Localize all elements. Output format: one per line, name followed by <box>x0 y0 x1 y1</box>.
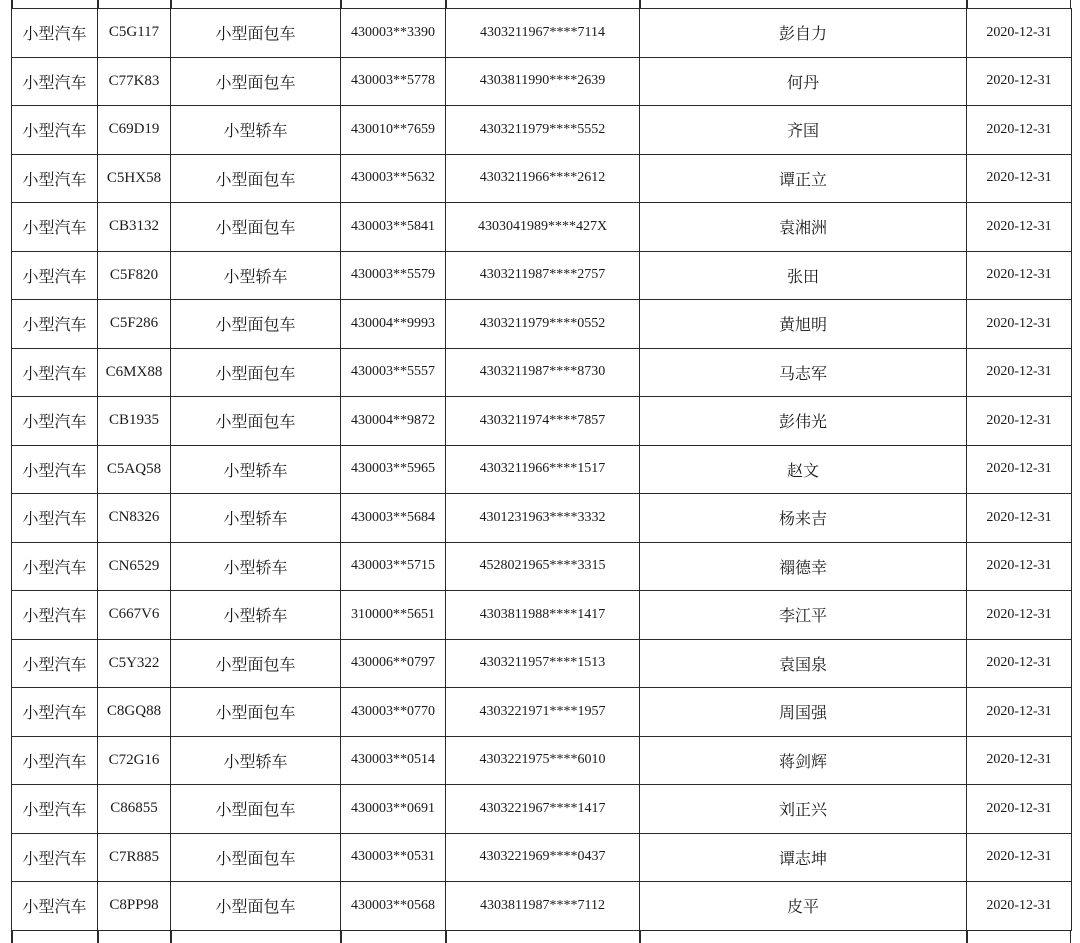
table-body <box>12 9 1072 931</box>
cell-date: 2020-12-31 <box>967 639 1072 688</box>
cell-owner-name: 谭志坤 <box>640 833 967 882</box>
cell-vehicle-type: 小型面包车 <box>171 154 341 203</box>
table-row <box>12 445 1072 494</box>
cell-owner-name: 袁国泉 <box>640 639 967 688</box>
cell-date: 2020-12-31 <box>967 591 1072 640</box>
cell-id-number: 4303221971****1957 <box>446 688 640 737</box>
cell-id-number: 4303041989****427X <box>446 203 640 252</box>
cell-plate-number: C667V6 <box>98 591 171 640</box>
cell-id-number: 4303211979****5552 <box>446 106 640 155</box>
cell-code: 430003**0531 <box>341 833 446 882</box>
cell-vehicle-class: 小型汽车 <box>12 882 98 931</box>
table-row <box>12 348 1072 397</box>
cell-vehicle-type: 小型轿车 <box>171 494 341 543</box>
cell-owner-name: 彭伟光 <box>640 397 967 446</box>
cell-vehicle-type: 小型面包车 <box>171 203 341 252</box>
cell-plate-number: C7R885 <box>98 833 171 882</box>
cell-vehicle-type: 小型面包车 <box>171 348 341 397</box>
cell-vehicle-type: 小型面包车 <box>171 785 341 834</box>
cell-id-number: 4303211987****8730 <box>446 348 640 397</box>
cell-plate-number: CB1935 <box>98 397 171 446</box>
cell-code: 430003**0770 <box>341 688 446 737</box>
cell-id-number: 4303211967****7114 <box>446 9 640 58</box>
table-bottom-stub <box>11 930 1071 941</box>
cell-id-number: 4303221967****1417 <box>446 785 640 834</box>
cell-code: 430006**0797 <box>341 639 446 688</box>
cell-id-number: 4301231963****3332 <box>446 494 640 543</box>
cell-code: 430004**9872 <box>341 397 446 446</box>
cell-plate-number: C77K83 <box>98 57 171 106</box>
cell-vehicle-class: 小型汽车 <box>12 348 98 397</box>
cell-date: 2020-12-31 <box>967 203 1072 252</box>
cell-vehicle-type: 小型轿车 <box>171 251 341 300</box>
table-row <box>12 542 1072 591</box>
cell-vehicle-type: 小型面包车 <box>171 833 341 882</box>
cell-vehicle-type: 小型面包车 <box>171 57 341 106</box>
cell-vehicle-type: 小型面包车 <box>171 639 341 688</box>
cell-date: 2020-12-31 <box>967 785 1072 834</box>
cell-date: 2020-12-31 <box>967 445 1072 494</box>
cell-code: 430003**5579 <box>341 251 446 300</box>
cell-vehicle-class: 小型汽车 <box>12 9 98 58</box>
cell-plate-number: C72G16 <box>98 736 171 785</box>
cell-id-number: 4303211957****1513 <box>446 639 640 688</box>
cell-vehicle-class: 小型汽车 <box>12 397 98 446</box>
cell-plate-number: C5F820 <box>98 251 171 300</box>
table-top-stub <box>11 0 1071 8</box>
cell-plate-number: C69D19 <box>98 106 171 155</box>
cell-code: 430003**3390 <box>341 9 446 58</box>
cell-vehicle-class: 小型汽车 <box>12 203 98 252</box>
cell-plate-number: CN6529 <box>98 542 171 591</box>
cell-owner-name: 何丹 <box>640 57 967 106</box>
cell-vehicle-class: 小型汽车 <box>12 591 98 640</box>
cell-vehicle-class: 小型汽车 <box>12 542 98 591</box>
cell-plate-number: CB3132 <box>98 203 171 252</box>
cell-date: 2020-12-31 <box>967 882 1072 931</box>
cell-code: 430004**9993 <box>341 300 446 349</box>
cell-id-number: 4303221969****0437 <box>446 833 640 882</box>
cell-plate-number: C86855 <box>98 785 171 834</box>
cell-vehicle-class: 小型汽车 <box>12 833 98 882</box>
cell-plate-number: C5HX58 <box>98 154 171 203</box>
cell-vehicle-type: 小型面包车 <box>171 300 341 349</box>
cell-vehicle-type: 小型面包车 <box>171 9 341 58</box>
table-row <box>12 203 1072 252</box>
cell-code: 430003**0568 <box>341 882 446 931</box>
cell-vehicle-class: 小型汽车 <box>12 300 98 349</box>
cell-owner-name: 周国强 <box>640 688 967 737</box>
table-row <box>12 882 1072 931</box>
cell-vehicle-type: 小型面包车 <box>171 882 341 931</box>
table-row <box>12 785 1072 834</box>
cell-vehicle-class: 小型汽车 <box>12 154 98 203</box>
table-row <box>12 106 1072 155</box>
cell-code: 430003**0514 <box>341 736 446 785</box>
cell-vehicle-type: 小型轿车 <box>171 445 341 494</box>
table-row <box>12 251 1072 300</box>
cell-date: 2020-12-31 <box>967 542 1072 591</box>
cell-code: 430003**5965 <box>341 445 446 494</box>
cell-id-number: 4303211974****7857 <box>446 397 640 446</box>
cell-vehicle-class: 小型汽车 <box>12 639 98 688</box>
cell-code: 310000**5651 <box>341 591 446 640</box>
table-row <box>12 9 1072 58</box>
cell-owner-name: 张田 <box>640 251 967 300</box>
cell-date: 2020-12-31 <box>967 833 1072 882</box>
cell-code: 430003**5684 <box>341 494 446 543</box>
cell-id-number: 4303811990****2639 <box>446 57 640 106</box>
cell-code: 430003**5632 <box>341 154 446 203</box>
table-row <box>12 688 1072 737</box>
cell-id-number: 4528021965****3315 <box>446 542 640 591</box>
cell-plate-number: C8GQ88 <box>98 688 171 737</box>
table-row <box>12 591 1072 640</box>
table-row <box>12 57 1072 106</box>
table-row <box>12 736 1072 785</box>
cell-owner-name: 蒋剑辉 <box>640 736 967 785</box>
cell-plate-number: C6MX88 <box>98 348 171 397</box>
cell-date: 2020-12-31 <box>967 348 1072 397</box>
cell-vehicle-class: 小型汽车 <box>12 688 98 737</box>
cell-vehicle-type: 小型轿车 <box>171 736 341 785</box>
cell-date: 2020-12-31 <box>967 106 1072 155</box>
cell-plate-number: C5F286 <box>98 300 171 349</box>
cell-plate-number: C5Y322 <box>98 639 171 688</box>
cell-id-number: 4303211987****2757 <box>446 251 640 300</box>
cell-vehicle-type: 小型面包车 <box>171 688 341 737</box>
cell-vehicle-class: 小型汽车 <box>12 57 98 106</box>
table-row <box>12 397 1072 446</box>
cell-owner-name: 赵文 <box>640 445 967 494</box>
cell-date: 2020-12-31 <box>967 494 1072 543</box>
cell-id-number: 4303211966****1517 <box>446 445 640 494</box>
cell-vehicle-class: 小型汽车 <box>12 445 98 494</box>
cell-code: 430003**5841 <box>341 203 446 252</box>
cell-vehicle-class: 小型汽车 <box>12 106 98 155</box>
cell-vehicle-type: 小型轿车 <box>171 591 341 640</box>
cell-owner-name: 皮平 <box>640 882 967 931</box>
cell-plate-number: C8PP98 <box>98 882 171 931</box>
cell-plate-number: C5G117 <box>98 9 171 58</box>
cell-vehicle-class: 小型汽车 <box>12 736 98 785</box>
cell-vehicle-type: 小型面包车 <box>171 397 341 446</box>
cell-id-number: 4303811987****7112 <box>446 882 640 931</box>
cell-date: 2020-12-31 <box>967 300 1072 349</box>
cell-date: 2020-12-31 <box>967 397 1072 446</box>
vehicle-records-table <box>11 8 1072 931</box>
cell-vehicle-type: 小型轿车 <box>171 542 341 591</box>
cell-owner-name: 袁湘洲 <box>640 203 967 252</box>
cell-date: 2020-12-31 <box>967 57 1072 106</box>
cell-id-number: 4303211966****2612 <box>446 154 640 203</box>
cell-owner-name: 禤德幸 <box>640 542 967 591</box>
cell-code: 430003**5715 <box>341 542 446 591</box>
document-page <box>11 0 1071 941</box>
table-row <box>12 639 1072 688</box>
cell-id-number: 4303811988****1417 <box>446 591 640 640</box>
cell-owner-name: 刘正兴 <box>640 785 967 834</box>
cell-vehicle-class: 小型汽车 <box>12 494 98 543</box>
cell-id-number: 4303221975****6010 <box>446 736 640 785</box>
cell-owner-name: 李江平 <box>640 591 967 640</box>
cell-code: 430010**7659 <box>341 106 446 155</box>
cell-plate-number: CN8326 <box>98 494 171 543</box>
cell-owner-name: 黄旭明 <box>640 300 967 349</box>
cell-owner-name: 彭自力 <box>640 9 967 58</box>
cell-date: 2020-12-31 <box>967 251 1072 300</box>
cell-date: 2020-12-31 <box>967 154 1072 203</box>
cell-code: 430003**5778 <box>341 57 446 106</box>
cell-id-number: 4303211979****0552 <box>446 300 640 349</box>
table-row <box>12 833 1072 882</box>
table-row <box>12 494 1072 543</box>
cell-date: 2020-12-31 <box>967 688 1072 737</box>
cell-owner-name: 杨来吉 <box>640 494 967 543</box>
cell-owner-name: 谭正立 <box>640 154 967 203</box>
table-row <box>12 300 1072 349</box>
cell-date: 2020-12-31 <box>967 736 1072 785</box>
cell-vehicle-class: 小型汽车 <box>12 785 98 834</box>
cell-date: 2020-12-31 <box>967 9 1072 58</box>
cell-code: 430003**0691 <box>341 785 446 834</box>
cell-plate-number: C5AQ58 <box>98 445 171 494</box>
cell-owner-name: 马志军 <box>640 348 967 397</box>
table-row <box>12 154 1072 203</box>
cell-owner-name: 齐国 <box>640 106 967 155</box>
cell-vehicle-type: 小型轿车 <box>171 106 341 155</box>
cell-code: 430003**5557 <box>341 348 446 397</box>
cell-vehicle-class: 小型汽车 <box>12 251 98 300</box>
